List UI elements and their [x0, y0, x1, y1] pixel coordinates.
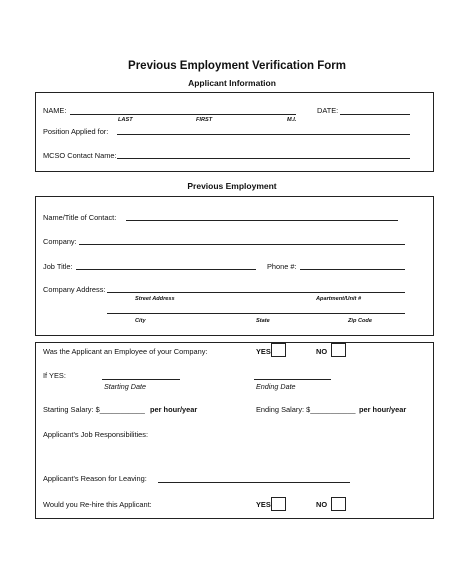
- employee-no-checkbox[interactable]: [331, 343, 346, 357]
- employee-yes-label: YES: [256, 347, 271, 356]
- date-label: DATE:: [317, 106, 339, 115]
- mcso-contact-label: MCSO Contact Name:: [43, 151, 117, 160]
- phone-field[interactable]: [300, 269, 405, 270]
- name-title-contact-label: Name/Title of Contact:: [43, 213, 117, 222]
- form-title: Previous Employment Verification Form: [128, 60, 346, 72]
- zip-code-sub: Zip Code: [348, 318, 372, 324]
- company-label: Company:: [43, 237, 77, 246]
- job-title-label: Job Title:: [43, 262, 73, 271]
- if-yes-label: If YES:: [43, 371, 66, 380]
- phone-label: Phone #:: [267, 262, 297, 271]
- state-sub: State: [256, 318, 270, 324]
- rehire-yes-checkbox[interactable]: [271, 497, 286, 511]
- city-state-zip-field[interactable]: [107, 313, 405, 314]
- job-title-field[interactable]: [76, 269, 256, 270]
- rehire-no-label: NO: [316, 500, 328, 509]
- employee-question: Was the Applicant an Employee of your Company:: [43, 347, 208, 356]
- previous-employment-heading: Previous Employment: [187, 181, 277, 191]
- rehire-no-checkbox[interactable]: [331, 497, 346, 511]
- starting-date-field[interactable]: [102, 379, 180, 380]
- name-sub-mi: M.I.: [287, 117, 297, 123]
- starting-salary-label: Starting Salary: $___________: [43, 405, 145, 414]
- employee-no-label: NO: [316, 347, 328, 356]
- street-address-sub: Street Address: [135, 296, 175, 302]
- ending-date-label: Ending Date: [256, 382, 296, 391]
- name-sub-first: FIRST: [196, 117, 213, 123]
- rehire-question: Would you Re-hire this Applicant:: [43, 500, 152, 509]
- position-applied-label: Position Applied for:: [43, 127, 109, 136]
- apartment-unit-sub: Apartment/Unit #: [316, 296, 362, 302]
- starting-date-label: Starting Date: [104, 382, 146, 391]
- date-field[interactable]: [340, 114, 410, 115]
- ending-date-field[interactable]: [254, 379, 331, 380]
- name-title-contact-field[interactable]: [126, 220, 398, 221]
- company-field[interactable]: [79, 244, 405, 245]
- name-label: NAME:: [43, 106, 67, 115]
- applicant-info-heading: Applicant Information: [188, 78, 276, 88]
- reason-for-leaving-field[interactable]: [158, 482, 350, 483]
- street-address-field[interactable]: [107, 292, 405, 293]
- city-sub: City: [135, 318, 146, 324]
- ending-salary-label: Ending Salary: $___________: [256, 405, 356, 414]
- mcso-contact-field[interactable]: [117, 158, 410, 159]
- name-sub-last: LAST: [118, 117, 133, 123]
- employee-yes-checkbox[interactable]: [271, 343, 286, 357]
- ending-salary-unit: per hour/year: [359, 405, 407, 414]
- starting-salary-unit: per hour/year: [150, 405, 198, 414]
- name-field[interactable]: [70, 114, 296, 115]
- position-applied-field[interactable]: [117, 134, 410, 135]
- reason-for-leaving-label: Applicant’s Reason for Leaving:: [43, 474, 147, 483]
- rehire-yes-label: YES: [256, 500, 271, 509]
- company-address-label: Company Address:: [43, 285, 106, 294]
- job-responsibilities-label: Applicant’s Job Responsibilities:: [43, 430, 149, 439]
